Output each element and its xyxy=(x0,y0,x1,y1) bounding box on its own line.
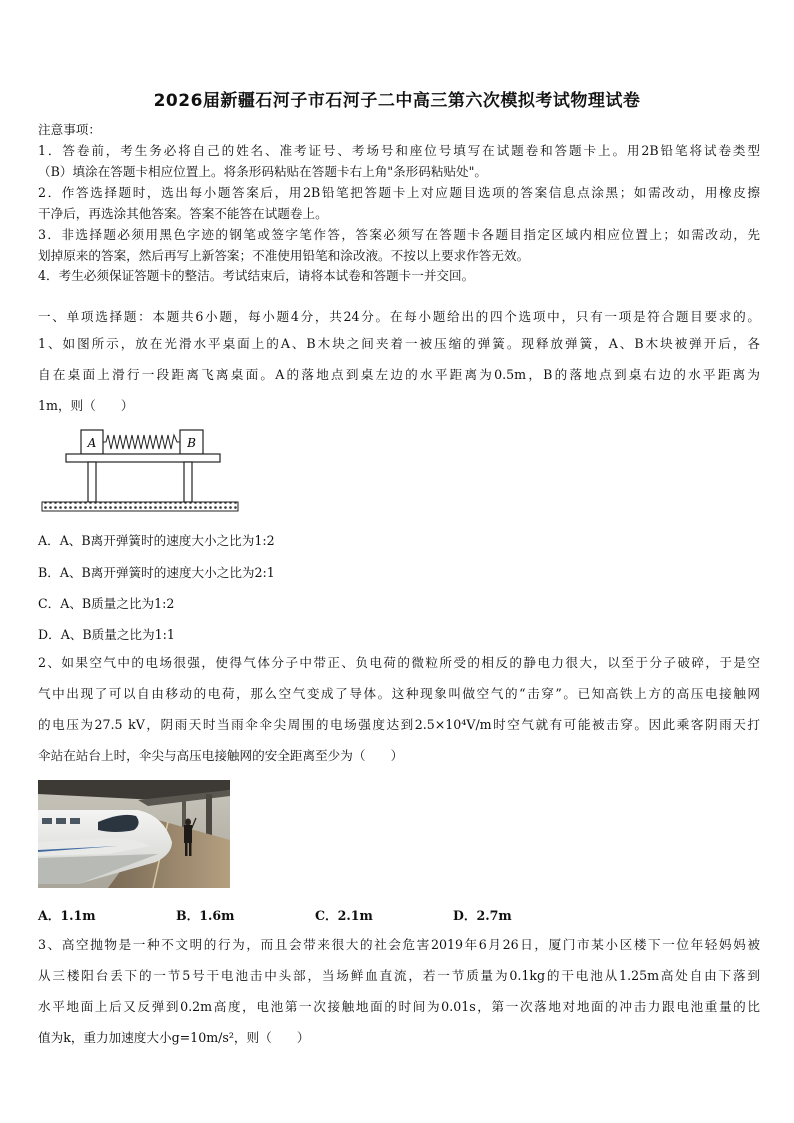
q3-stem-line: 值为k，重力加速度大小g=10m/s²，则（ ） xyxy=(38,1030,310,1045)
q1-stem-line: 1m，则（ ） xyxy=(38,398,134,413)
q1-option-b: B．A、B离开弹簧时的速度大小之比为2:1 xyxy=(38,565,275,580)
notice-heading: 注意事项： xyxy=(38,122,101,137)
q2-stem-line: 伞站在站台上时，伞尖与高压电接触网的安全距离至少为（ ） xyxy=(38,748,404,763)
q3-stem-line: 水平地面上后又反弹到0.2m高度，电池第一次接触地面的时间为0.01s，第一次落地对地面的冲击力跟电池重量的比 xyxy=(38,999,760,1014)
q2-option-b: B．1.6m xyxy=(176,908,235,923)
section-heading: 一、单项选择题：本题共6小题，每小题4分，共24分。在每小题给出的四个选项中，只有一项是符合题目要求的。 xyxy=(38,309,760,324)
q3-stem-line: 从三楼阳台丢下的一节5号干电池击中头部，当场鲜血直流，若一节质量为0.1kg的干电池从1.25m高处自由下落到 xyxy=(38,968,760,983)
q2-stem-line: 2、如果空气中的电场很强，使得气体分子中带正、负电荷的微粒所受的相反的静电力很大，以至于分子破碎，于是空 xyxy=(38,655,760,670)
q2-option-c: C．2.1m xyxy=(315,908,373,923)
q1-option-d: D．A、B质量之比为1:1 xyxy=(38,627,175,642)
page-title: 2026届新疆石河子市石河子二中高三第六次模拟考试物理试卷 xyxy=(153,91,641,111)
spring-blocks-diagram xyxy=(38,420,244,516)
q2-stem-line: 气中出现了可以自由移动的电荷，那么空气变成了导体。这种现象叫做空气的“击穿”。已知高铁上方的高压电接触网 xyxy=(38,686,760,701)
q2-stem-line: 的电压为27.5 kV，阴雨天时当雨伞伞尖周围的电场强度达到2.5×10⁴V/m时空气就有可能被击穿。因此乘客阴雨天打 xyxy=(38,717,760,732)
notice-line: 2．作答选择题时，选出每小题答案后，用2B铅笔把答题卡上对应题目选项的答案信息点涂黑；如需改动，用橡皮擦 xyxy=(38,185,760,200)
q1-option-a: A．A、B离开弹簧时的速度大小之比为1:2 xyxy=(38,533,275,548)
q2-option-a: A．1.1m xyxy=(38,908,96,923)
notice-line: 干净后，再选涂其他答案。答案不能答在试题卷上。 xyxy=(38,206,328,221)
notice-line: 4．考生必须保证答题卡的整洁。考试结束后，请将本试卷和答题卡一并交回。 xyxy=(38,268,475,283)
q2-option-d: D．2.7m xyxy=(453,908,512,923)
q3-stem-line: 3、高空抛物是一种不文明的行为，而且会带来很大的社会危害2019年6月26日，厦门市某小区楼下一位年轻妈妈被 xyxy=(38,937,760,952)
notice-line: （B）填涂在答题卡相应位置上。将条形码粘贴在答题卡右上角"条形码粘贴处"。 xyxy=(38,164,488,179)
block-b-label: B xyxy=(187,436,196,450)
notice-line: 1．答卷前，考生务必将自己的姓名、准考证号、考场号和座位号填写在试题卷和答题卡上。用2B铅笔将试卷类型 xyxy=(38,143,760,158)
block-a-label: A xyxy=(87,436,97,450)
q1-stem-line: 自在桌面上滑行一段距离飞离桌面。A的落地点到桌左边的水平距离为0.5m，B的落地点到桌右边的水平距离为 xyxy=(38,367,760,382)
notice-line: 3．非选择题必须用黑色字迹的钢笔或签字笔作答，答案必须写在答题卡各题目指定区域内相应位置上；如需改动，先 xyxy=(38,227,760,242)
high-speed-train-photo xyxy=(38,780,230,888)
notice-line: 划掉原来的答案，然后再写上新答案；不准使用铅笔和涂改液。不按以上要求作答无效。 xyxy=(38,248,530,263)
q1-stem-line: 1、如图所示，放在光滑水平桌面上的A、B木块之间夹着一被压缩的弹簧。现释放弹簧，A、B木块被弹开后，各 xyxy=(38,336,760,351)
q1-option-c: C．A、B质量之比为1:2 xyxy=(38,596,175,611)
